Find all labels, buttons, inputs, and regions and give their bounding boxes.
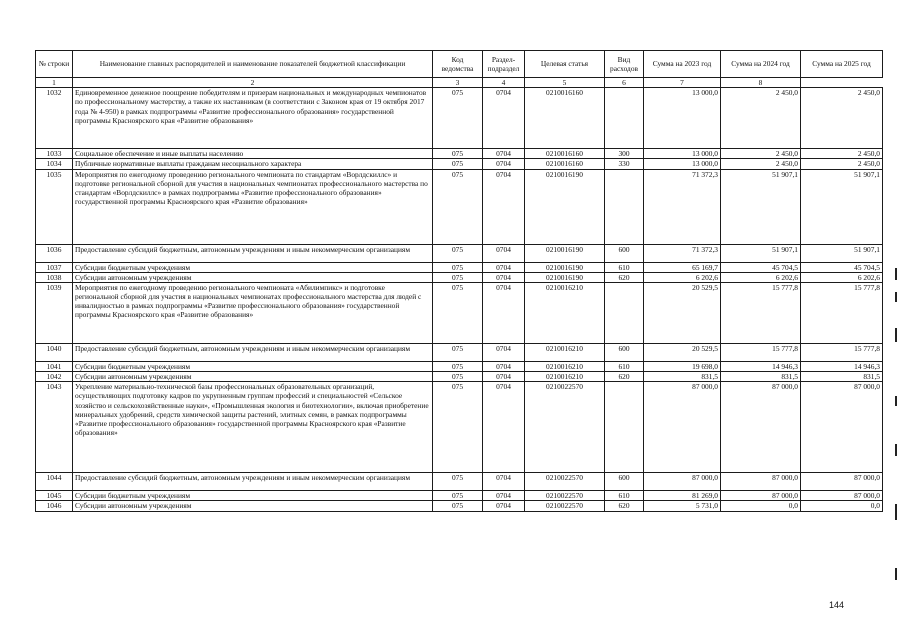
row-number: 1044	[36, 473, 73, 491]
section-code: 0704	[483, 169, 525, 244]
sum-2025: 2 450,0	[801, 149, 883, 159]
sum-2025: 51 907,1	[801, 244, 883, 262]
row-number: 1043	[36, 382, 73, 473]
department-code: 075	[433, 372, 483, 382]
target-article: 0210016190	[525, 169, 605, 244]
table-row	[36, 501, 883, 511]
table-row	[36, 88, 883, 149]
sum-2024: 6 202,6	[721, 272, 801, 282]
sum-2024: 87 000,0	[721, 491, 801, 501]
column-index-row	[36, 78, 883, 88]
sum-2024: 45 704,5	[721, 262, 801, 272]
section-code: 0704	[483, 372, 525, 382]
budget-sheet	[35, 50, 882, 512]
target-article: 0210016210	[525, 361, 605, 371]
section-code: 0704	[483, 159, 525, 169]
table-row	[36, 372, 883, 382]
column-index: 8	[721, 78, 801, 88]
table-row	[36, 262, 883, 272]
row-number: 1042	[36, 372, 73, 382]
department-code: 075	[433, 244, 483, 262]
header-expense-type: Вид расходов	[605, 51, 644, 78]
expense-type	[605, 282, 644, 343]
section-code: 0704	[483, 361, 525, 371]
sum-2024: 51 907,1	[721, 169, 801, 244]
target-article: 0210022570	[525, 382, 605, 473]
section-code: 0704	[483, 473, 525, 491]
section-code: 0704	[483, 272, 525, 282]
row-name: Субсидии бюджетным учреждениям	[73, 491, 433, 501]
section-code: 0704	[483, 343, 525, 361]
row-number: 1032	[36, 88, 73, 149]
row-name: Субсидии автономным учреждениям	[73, 501, 433, 511]
table-row	[36, 382, 883, 473]
sum-2023: 13 000,0	[644, 149, 721, 159]
table-row	[36, 343, 883, 361]
sum-2025: 45 704,5	[801, 262, 883, 272]
table-row	[36, 282, 883, 343]
sum-2023: 19 698,0	[644, 361, 721, 371]
header-name: Наименование главных распорядителей и наименование показателей бюджетной классификации	[73, 51, 433, 78]
department-code: 075	[433, 473, 483, 491]
department-code: 075	[433, 272, 483, 282]
sum-2024: 2 450,0	[721, 159, 801, 169]
department-code: 075	[433, 501, 483, 511]
section-code: 0704	[483, 501, 525, 511]
header-section: Раздел-подраздел	[483, 51, 525, 78]
sum-2023: 831,5	[644, 372, 721, 382]
row-number: 1045	[36, 491, 73, 501]
row-name: Укрепление материально-технической базы профессиональных образовательных организаций, осуществляющих подготовку кадров по укрупненным группам профессий и специальностей «Сельское хозяйство и сельскохозяйственные науки», «Промышленная экология и биотехнологии», включая приобретение минеральных удобрений, средств химической защиты растений, элитных семян, в рамках подпрограммы «Развитие профессионального образования» государственной программы Красноярского края «Развитие образования»	[73, 382, 433, 473]
sum-2025: 15 777,8	[801, 343, 883, 361]
row-name: Предоставление субсидий бюджетным, автономным учреждениям и иным некоммерческим организациям	[73, 343, 433, 361]
row-number: 1033	[36, 149, 73, 159]
sum-2025: 6 202,6	[801, 272, 883, 282]
expense-type: 300	[605, 149, 644, 159]
sum-2023: 81 269,0	[644, 491, 721, 501]
department-code: 075	[433, 343, 483, 361]
department-code: 075	[433, 159, 483, 169]
expense-type: 600	[605, 244, 644, 262]
sum-2025: 0,0	[801, 501, 883, 511]
row-number: 1046	[36, 501, 73, 511]
expense-type: 600	[605, 343, 644, 361]
row-number: 1038	[36, 272, 73, 282]
row-name: Предоставление субсидий бюджетным, автономным учреждениям и иным некоммерческим организациям	[73, 473, 433, 491]
sum-2024: 2 450,0	[721, 88, 801, 149]
column-index: 2	[73, 78, 433, 88]
row-number: 1041	[36, 361, 73, 371]
sum-2025: 87 000,0	[801, 382, 883, 473]
row-name: Единовременное денежное поощрение победителям и призерам национальных и международных чемпионатов по профессиональному мастерству, а также их наставникам (в соответствии с Законом края от 19 октября 2017 года № 4-950) в рамках подпрограммы «Развитие профессионального образования» государственной программы Красноярского края «Развитие образования»	[73, 88, 433, 149]
expense-type	[605, 169, 644, 244]
sum-2025: 15 777,8	[801, 282, 883, 343]
target-article: 0210016210	[525, 343, 605, 361]
table-row	[36, 491, 883, 501]
section-code: 0704	[483, 88, 525, 149]
sum-2023: 20 529,5	[644, 282, 721, 343]
target-article: 0210016160	[525, 159, 605, 169]
row-name: Субсидии автономным учреждениям	[73, 372, 433, 382]
department-code: 075	[433, 149, 483, 159]
expense-type	[605, 88, 644, 149]
budget-table	[35, 50, 883, 512]
table-row	[36, 473, 883, 491]
section-code: 0704	[483, 382, 525, 473]
sum-2024: 87 000,0	[721, 473, 801, 491]
sum-2024: 15 777,8	[721, 343, 801, 361]
expense-type: 610	[605, 361, 644, 371]
expense-type: 620	[605, 272, 644, 282]
sum-2025: 87 000,0	[801, 491, 883, 501]
sum-2023: 71 372,3	[644, 244, 721, 262]
department-code: 075	[433, 262, 483, 272]
sum-2023: 71 372,3	[644, 169, 721, 244]
sum-2024: 0,0	[721, 501, 801, 511]
row-number: 1034	[36, 159, 73, 169]
header-target-article: Целевая статья	[525, 51, 605, 78]
section-code: 0704	[483, 282, 525, 343]
header-sum-2024: Сумма на 2024 год	[721, 51, 801, 78]
header-sum-2023: Сумма на 2023 год	[644, 51, 721, 78]
row-name: Субсидии бюджетным учреждениям	[73, 262, 433, 272]
expense-type: 330	[605, 159, 644, 169]
table-row	[36, 169, 883, 244]
sum-2023: 13 000,0	[644, 88, 721, 149]
department-code: 075	[433, 169, 483, 244]
sum-2023: 6 202,6	[644, 272, 721, 282]
page-number: 144	[829, 600, 845, 610]
header-department-code: Код ведомства	[433, 51, 483, 78]
row-name: Мероприятия по ежегодному проведению регионального чемпионата «Абилимпикс» и подготовке региональной сборной для участия в национальных чемпионатах профессионального мастерства для людей с инвалидностью в рамках подпрограммы «Развитие профессионального образования» государственной программы Красноярского края «Развитие образования»	[73, 282, 433, 343]
table-header	[36, 51, 883, 88]
target-article: 0210022570	[525, 501, 605, 511]
header-sum-2025: Сумма на 2025 год	[801, 51, 883, 78]
expense-type: 610	[605, 491, 644, 501]
row-name: Мероприятия по ежегодному проведению регионального чемпионата по стандартам «Ворлдскиллс» и подготовке региональной сборной для участия в национальных чемпионатах профессионального мастерства по стандартам «Ворлдскиллс» в рамках подпрограммы «Развитие профессионального образования» государственной программы Красноярского края «Развитие образования»	[73, 169, 433, 244]
expense-type: 610	[605, 262, 644, 272]
sum-2024: 15 777,8	[721, 282, 801, 343]
expense-type	[605, 382, 644, 473]
target-article: 0210016190	[525, 262, 605, 272]
column-index: 4	[483, 78, 525, 88]
sum-2023: 87 000,0	[644, 473, 721, 491]
column-index: 6	[605, 78, 644, 88]
column-index: 7	[644, 78, 721, 88]
sum-2025: 14 946,3	[801, 361, 883, 371]
column-index: 3	[433, 78, 483, 88]
table-row	[36, 159, 883, 169]
expense-type: 600	[605, 473, 644, 491]
sum-2023: 87 000,0	[644, 382, 721, 473]
sum-2025: 831,5	[801, 372, 883, 382]
row-name: Предоставление субсидий бюджетным, автономным учреждениям и иным некоммерческим организациям	[73, 244, 433, 262]
target-article: 0210016210	[525, 372, 605, 382]
target-article: 0210016160	[525, 149, 605, 159]
sum-2024: 51 907,1	[721, 244, 801, 262]
row-name: Субсидии автономным учреждениям	[73, 272, 433, 282]
sum-2024: 87 000,0	[721, 382, 801, 473]
section-code: 0704	[483, 262, 525, 272]
column-index: 1	[36, 78, 73, 88]
sum-2023: 13 000,0	[644, 159, 721, 169]
sum-2025: 51 907,1	[801, 169, 883, 244]
sum-2025: 2 450,0	[801, 88, 883, 149]
column-index: 5	[525, 78, 605, 88]
department-code: 075	[433, 491, 483, 501]
row-name: Социальное обеспечение и иные выплаты населению	[73, 149, 433, 159]
table-row	[36, 272, 883, 282]
section-code: 0704	[483, 244, 525, 262]
sum-2024: 2 450,0	[721, 149, 801, 159]
table-body	[36, 88, 883, 511]
row-number: 1037	[36, 262, 73, 272]
expense-type: 620	[605, 501, 644, 511]
sum-2023: 20 529,5	[644, 343, 721, 361]
table-row	[36, 149, 883, 159]
department-code: 075	[433, 361, 483, 371]
sum-2025: 87 000,0	[801, 473, 883, 491]
scan-edge-marks	[895, 268, 899, 608]
sum-2024: 14 946,3	[721, 361, 801, 371]
target-article: 0210022570	[525, 491, 605, 501]
target-article: 0210016210	[525, 282, 605, 343]
target-article: 0210022570	[525, 473, 605, 491]
header-row-number: № строки	[36, 51, 73, 78]
row-name: Публичные нормативные выплаты гражданам несоциального характера	[73, 159, 433, 169]
row-number: 1035	[36, 169, 73, 244]
row-number: 1036	[36, 244, 73, 262]
sum-2023: 65 169,7	[644, 262, 721, 272]
department-code: 075	[433, 88, 483, 149]
sum-2023: 5 731,0	[644, 501, 721, 511]
section-code: 0704	[483, 491, 525, 501]
department-code: 075	[433, 282, 483, 343]
row-number: 1040	[36, 343, 73, 361]
sum-2024: 831,5	[721, 372, 801, 382]
target-article: 0210016190	[525, 272, 605, 282]
row-number: 1039	[36, 282, 73, 343]
target-article: 0210016190	[525, 244, 605, 262]
section-code: 0704	[483, 149, 525, 159]
target-article: 0210016160	[525, 88, 605, 149]
department-code: 075	[433, 382, 483, 473]
table-row	[36, 361, 883, 371]
sum-2025: 2 450,0	[801, 159, 883, 169]
row-name: Субсидии бюджетным учреждениям	[73, 361, 433, 371]
table-row	[36, 244, 883, 262]
expense-type: 620	[605, 372, 644, 382]
